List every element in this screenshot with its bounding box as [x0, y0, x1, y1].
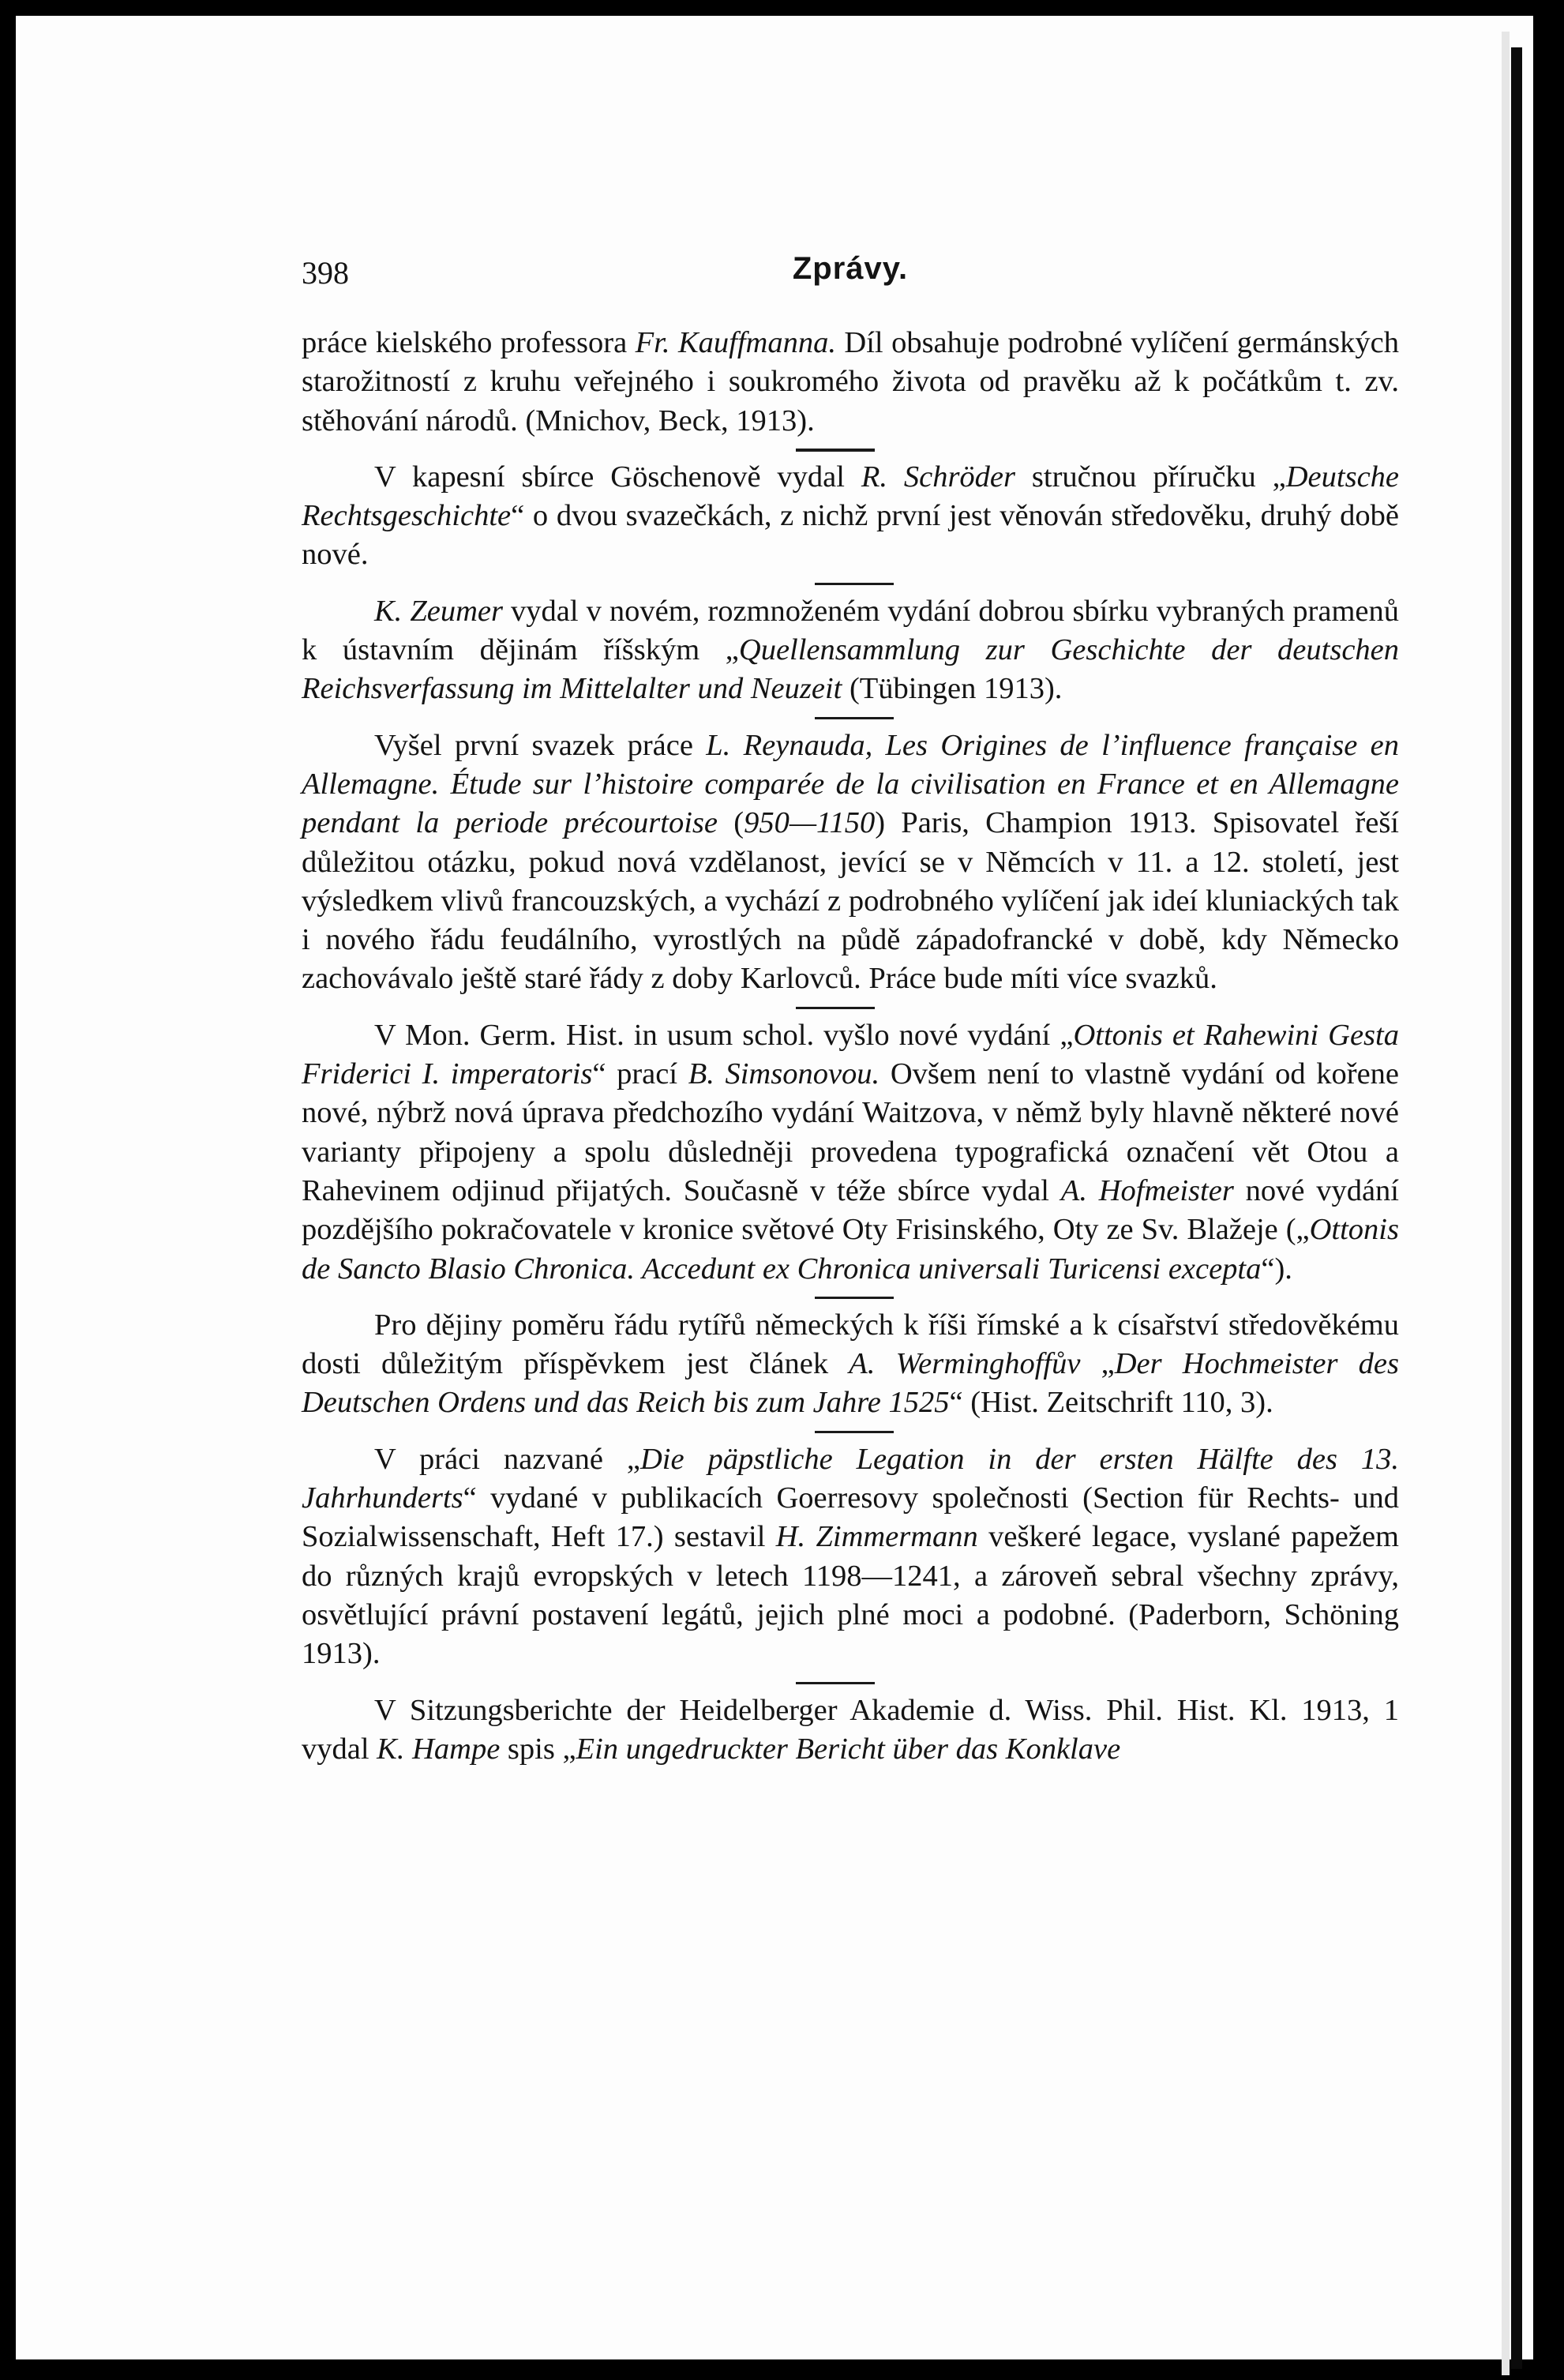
italic-text: Die päpstliche Legation in der ersten Hälfte des 13. Jahrhunderts — [302, 1442, 1399, 1515]
paragraph — [302, 458, 1399, 575]
text-run: V kapesní sbírce Göschenově vydal — [374, 460, 861, 494]
running-head: Zprávy. — [792, 251, 909, 286]
section-separator — [302, 709, 1399, 726]
text-run: “ (Hist. Zeitschrift 110, 3). — [949, 1386, 1273, 1420]
text-run: “ o dvou svazečkách, z nichž první jest věnován středověku, druhý době nové. — [302, 499, 1399, 572]
page-number: 398 — [302, 255, 349, 291]
text-run: V Mon. Germ. Hist. in usum schol. vyšlo nové vydání „ — [374, 1018, 1074, 1052]
italic-text: Deutsche Rechtsgeschichte — [302, 460, 1399, 533]
text-run: „ — [1080, 1347, 1115, 1381]
text-run: nové vydání pozdějšího pokračovatele v kronice světové Oty Frisinského, Oty ze Sv. Blažeje („ — [302, 1173, 1400, 1247]
italic-text: Ottonis de Sancto Blasio Chronica. Accedunt ex Chronica universali Turicensi excepta — [302, 1213, 1399, 1286]
paragraph — [302, 324, 1399, 441]
section-separator — [302, 999, 1399, 1016]
section-separator — [302, 1674, 1399, 1691]
paragraph — [302, 592, 1399, 709]
paragraph — [302, 1306, 1399, 1423]
italic-text: K. Hampe — [377, 1732, 501, 1766]
text-run: vydal v novém, rozmnoženém vydání dobrou sbírku vybraných pramenů k ústavním dějinám říšským „ — [302, 594, 1399, 667]
section-separator — [302, 441, 1399, 458]
paragraph — [302, 1440, 1399, 1674]
italic-text: H. Zimmermann — [775, 1520, 978, 1554]
binding-edge — [1511, 47, 1522, 2369]
section-separator — [302, 1423, 1399, 1440]
paragraph — [302, 1016, 1399, 1289]
italic-text: A. Werminghoffův — [849, 1347, 1081, 1381]
book-page — [16, 16, 1533, 2359]
italic-text: L. Reynauda, Les Origines de l’influence française en Allemagne. Étude sur l’histoire comparée de la civilisation en France et en Allemagne pendant la periode précourtoise — [302, 728, 1400, 840]
text-run: spis „ — [500, 1732, 576, 1766]
text-run: V práci nazvané „ — [374, 1442, 640, 1476]
italic-text: Der Hochmeister des Deutschen Ordens und das Reich bis zum Jahre 1525 — [302, 1347, 1399, 1420]
italic-text: 950—1150 — [744, 806, 876, 840]
italic-text: Quellensammlung zur Geschichte der deutschen Reichsverfassung im Mittelalter und Neuzeit — [302, 633, 1399, 706]
text-run: ( — [717, 806, 744, 840]
text-run: “ vydané v publikacích Goerresovy společnosti (Section für Rechts- und Sozialwissenschaft, Heft 17.) sestavil — [302, 1481, 1399, 1554]
text-run: Pro dějiny poměru řádu rytířů německých k říši římské a k císařství středověkému dosti důležitým příspěvkem jest článek — [302, 1308, 1399, 1381]
text-run: veškeré legace, vyslané papežem do různých krajů evropských v letech 1198—1241, a zároveň sebral všechny zprávy, osvětlující právní postavení legátů, jejich plné moci a podobné. (Paderborn, Schöning 1913). — [302, 1520, 1399, 1671]
italic-text: R. Schröder — [861, 460, 1016, 494]
italic-text: B. Simsonovou. — [688, 1057, 880, 1091]
section-separator — [302, 575, 1399, 592]
page-edge-shadow — [1502, 32, 1510, 2375]
text-run: Vyšel první svazek práce — [374, 728, 707, 762]
text-run: práce kielského professora — [302, 326, 636, 359]
italic-text: A. Hofmeister — [1060, 1173, 1234, 1207]
text-run: Díl obsahuje podrobné vylíčení germánských starožitností z kruhu veřejného i soukromého života od pravěku až k počátkům t. zv. stěhování národů. (Mnichov, Beck, 1913). — [302, 326, 1399, 437]
italic-text: K. Zeumer — [374, 594, 503, 628]
text-run: “). — [1261, 1252, 1292, 1286]
italic-text: Ein ungedruckter Bericht über das Konklave — [576, 1732, 1121, 1766]
text-run: “ prací — [592, 1057, 688, 1091]
text-run: stručnou příručku „ — [1015, 460, 1286, 494]
italic-text: Fr. Kauffmanna. — [635, 326, 836, 359]
italic-text: Ottonis et Rahewini Gesta Friderici I. imperatoris — [302, 1018, 1399, 1091]
page-content — [302, 246, 1399, 1769]
paragraph — [302, 726, 1399, 999]
text-run: ) Paris, Champion 1913. Spisovatel řeší důležitou otázku, pokud nová vzdělanost, jevící se v Němcích v 11. a 12. století, jest výsledkem vlivů francouzských, a vychází z podrobného vylíčení jak ideí kluniackých tak i nového řádu feudálního, vyrostlých na půdě západofrancké v době, kdy Německo zachovávalo ještě staré řády z doby Karlovců. Práce bude míti více svazků. — [302, 806, 1400, 996]
text-run: V Sitzungsberichte der Heidelberger Akademie d. Wiss. Phil. Hist. Kl. 1913, 1 vydal — [302, 1693, 1399, 1766]
text-run: Ovšem není to vlastně vydání od kořene nové, nýbrž nová úprava předchozího vydání Waitzova, v němž byly hlavně některé nové varianty připojeny a spolu důsledněji provedena typografická označení vět Otou a Rahevinem odjinud přijatých. Současně v téže sbírce vydal — [302, 1057, 1400, 1207]
section-separator — [302, 1289, 1399, 1306]
paragraph — [302, 1691, 1399, 1770]
page-header — [302, 246, 1399, 302]
text-run: (Tübingen 1913). — [842, 672, 1063, 706]
